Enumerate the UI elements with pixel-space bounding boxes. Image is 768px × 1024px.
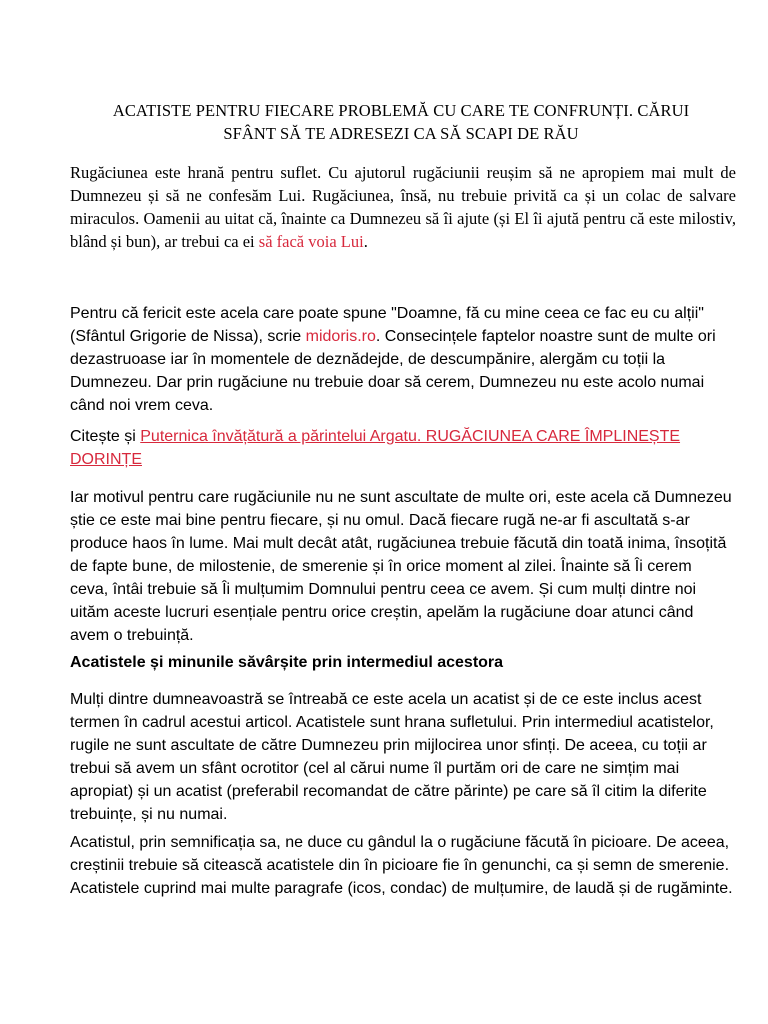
intro-link[interactable]: să facă voia Lui bbox=[258, 232, 364, 251]
source-link[interactable]: midoris.ro bbox=[305, 328, 376, 345]
section-heading: Acatistele și minunile săvârșite prin intermediul acestora bbox=[70, 654, 504, 671]
read-also-link[interactable]: Puternica învățătură a părintelui Argatu. RUGĂCIUNEA CARE ÎMPLINEȘTE DORINȚE bbox=[70, 428, 681, 468]
read-also-paragraph bbox=[70, 425, 734, 471]
document-title bbox=[70, 99, 732, 145]
title-line-1: ACATISTE PENTRU FIECARE PROBLEMĂ CU CARE TE CONFRUNȚI. CĂRUI bbox=[112, 101, 690, 120]
title-line-2: SFÂNT SĂ TE ADRESEZI CA SĂ SCAPI DE RĂU bbox=[223, 124, 579, 143]
paragraph-2-text-1: Pentru că fericit este acela care poate spune "Doamne, fă cu mine ceea ce fac eu cu alții" (Sfântul Grigorie de Nissa), scrie bbox=[70, 305, 704, 345]
paragraph-2 bbox=[70, 302, 734, 417]
intro-paragraph bbox=[70, 161, 736, 253]
intro-text: Rugăciunea este hrană pentru suflet. Cu ajutorul rugăciunii reușim să ne apropiem mai mult de Dumnezeu și să ne confesăm Lui. Rugăciunea, însă, nu trebuie privită ca și un colac de salvare miraculos. Oamenii au uitat că, înainte ca Dumnezeu să îi ajute (și El îi ajută pentru că este milostiv, blând și bun), ar trebui ca ei bbox=[70, 163, 736, 251]
paragraph-4: Iar motivul pentru care rugăciunile nu ne sunt ascultate de multe ori, este acela că Dumnezeu știe ce este mai bine pentru fiecare, și nu omul. Dacă fiecare rugă ne-ar fi ascultată s-ar produce haos în lume. Mai mult decât atât, rugăciunea trebuie făcută din toată inima, însoțită de fapte bune, de milostenie, de smerenie și în orice moment al zilei. Înainte să Îi cerem ceva, întâi trebuie să Îi mulțumim Domnului pentru ceea ce avem. Și cum mulți dintre noi uităm aceste lucruri esențiale pentru orice creștin, apelăm la rugăciune doar atunci când avem o trebuință. bbox=[70, 489, 732, 644]
paragraph-5: Mulți dintre dumneavoastră se întreabă ce este acela un acatist și de ce este inclus acest termen în cadrul acestui articol. Acatistele sunt hrana sufletului. Prin intermediul acatistelor, rugile ne sunt ascultate de către Dumnezeu prin mijlocirea unor sfinți. De aceea, cu toții ar trebui să avem un sfânt ocrotitor (cel al cărui nume îl purtăm ori de care ne simțim mai apropiat) și un acatist (preferabil recomandat de către părinte) pe care să îl citim la diferite trebuințe, și nu numai. bbox=[70, 691, 714, 823]
paragraph-6: Acatistul, prin semnificația sa, ne duce cu gândul la o rugăciune făcută în picioare. De aceea, creștinii trebuie să citească acatistele din în picioare fie în genunchi, ca și semn de smerenie. Acatistele cuprind mai multe paragrafe (icos, condac) de mulțumire, de laudă și de rugăminte. bbox=[70, 834, 733, 897]
read-also-label: Citește și bbox=[70, 428, 141, 445]
paragraph-2-text-2: . Consecințele faptelor noastre sunt de multe ori dezastruoase iar în momentele de deznădejde, de descumpănire, alergăm cu toții la Dumnezeu. Dar prin rugăciune nu trebuie doar să cerem, Dumnezeu nu este acolo numai când noi vrem ceva. bbox=[70, 328, 716, 414]
intro-end: . bbox=[363, 232, 368, 251]
